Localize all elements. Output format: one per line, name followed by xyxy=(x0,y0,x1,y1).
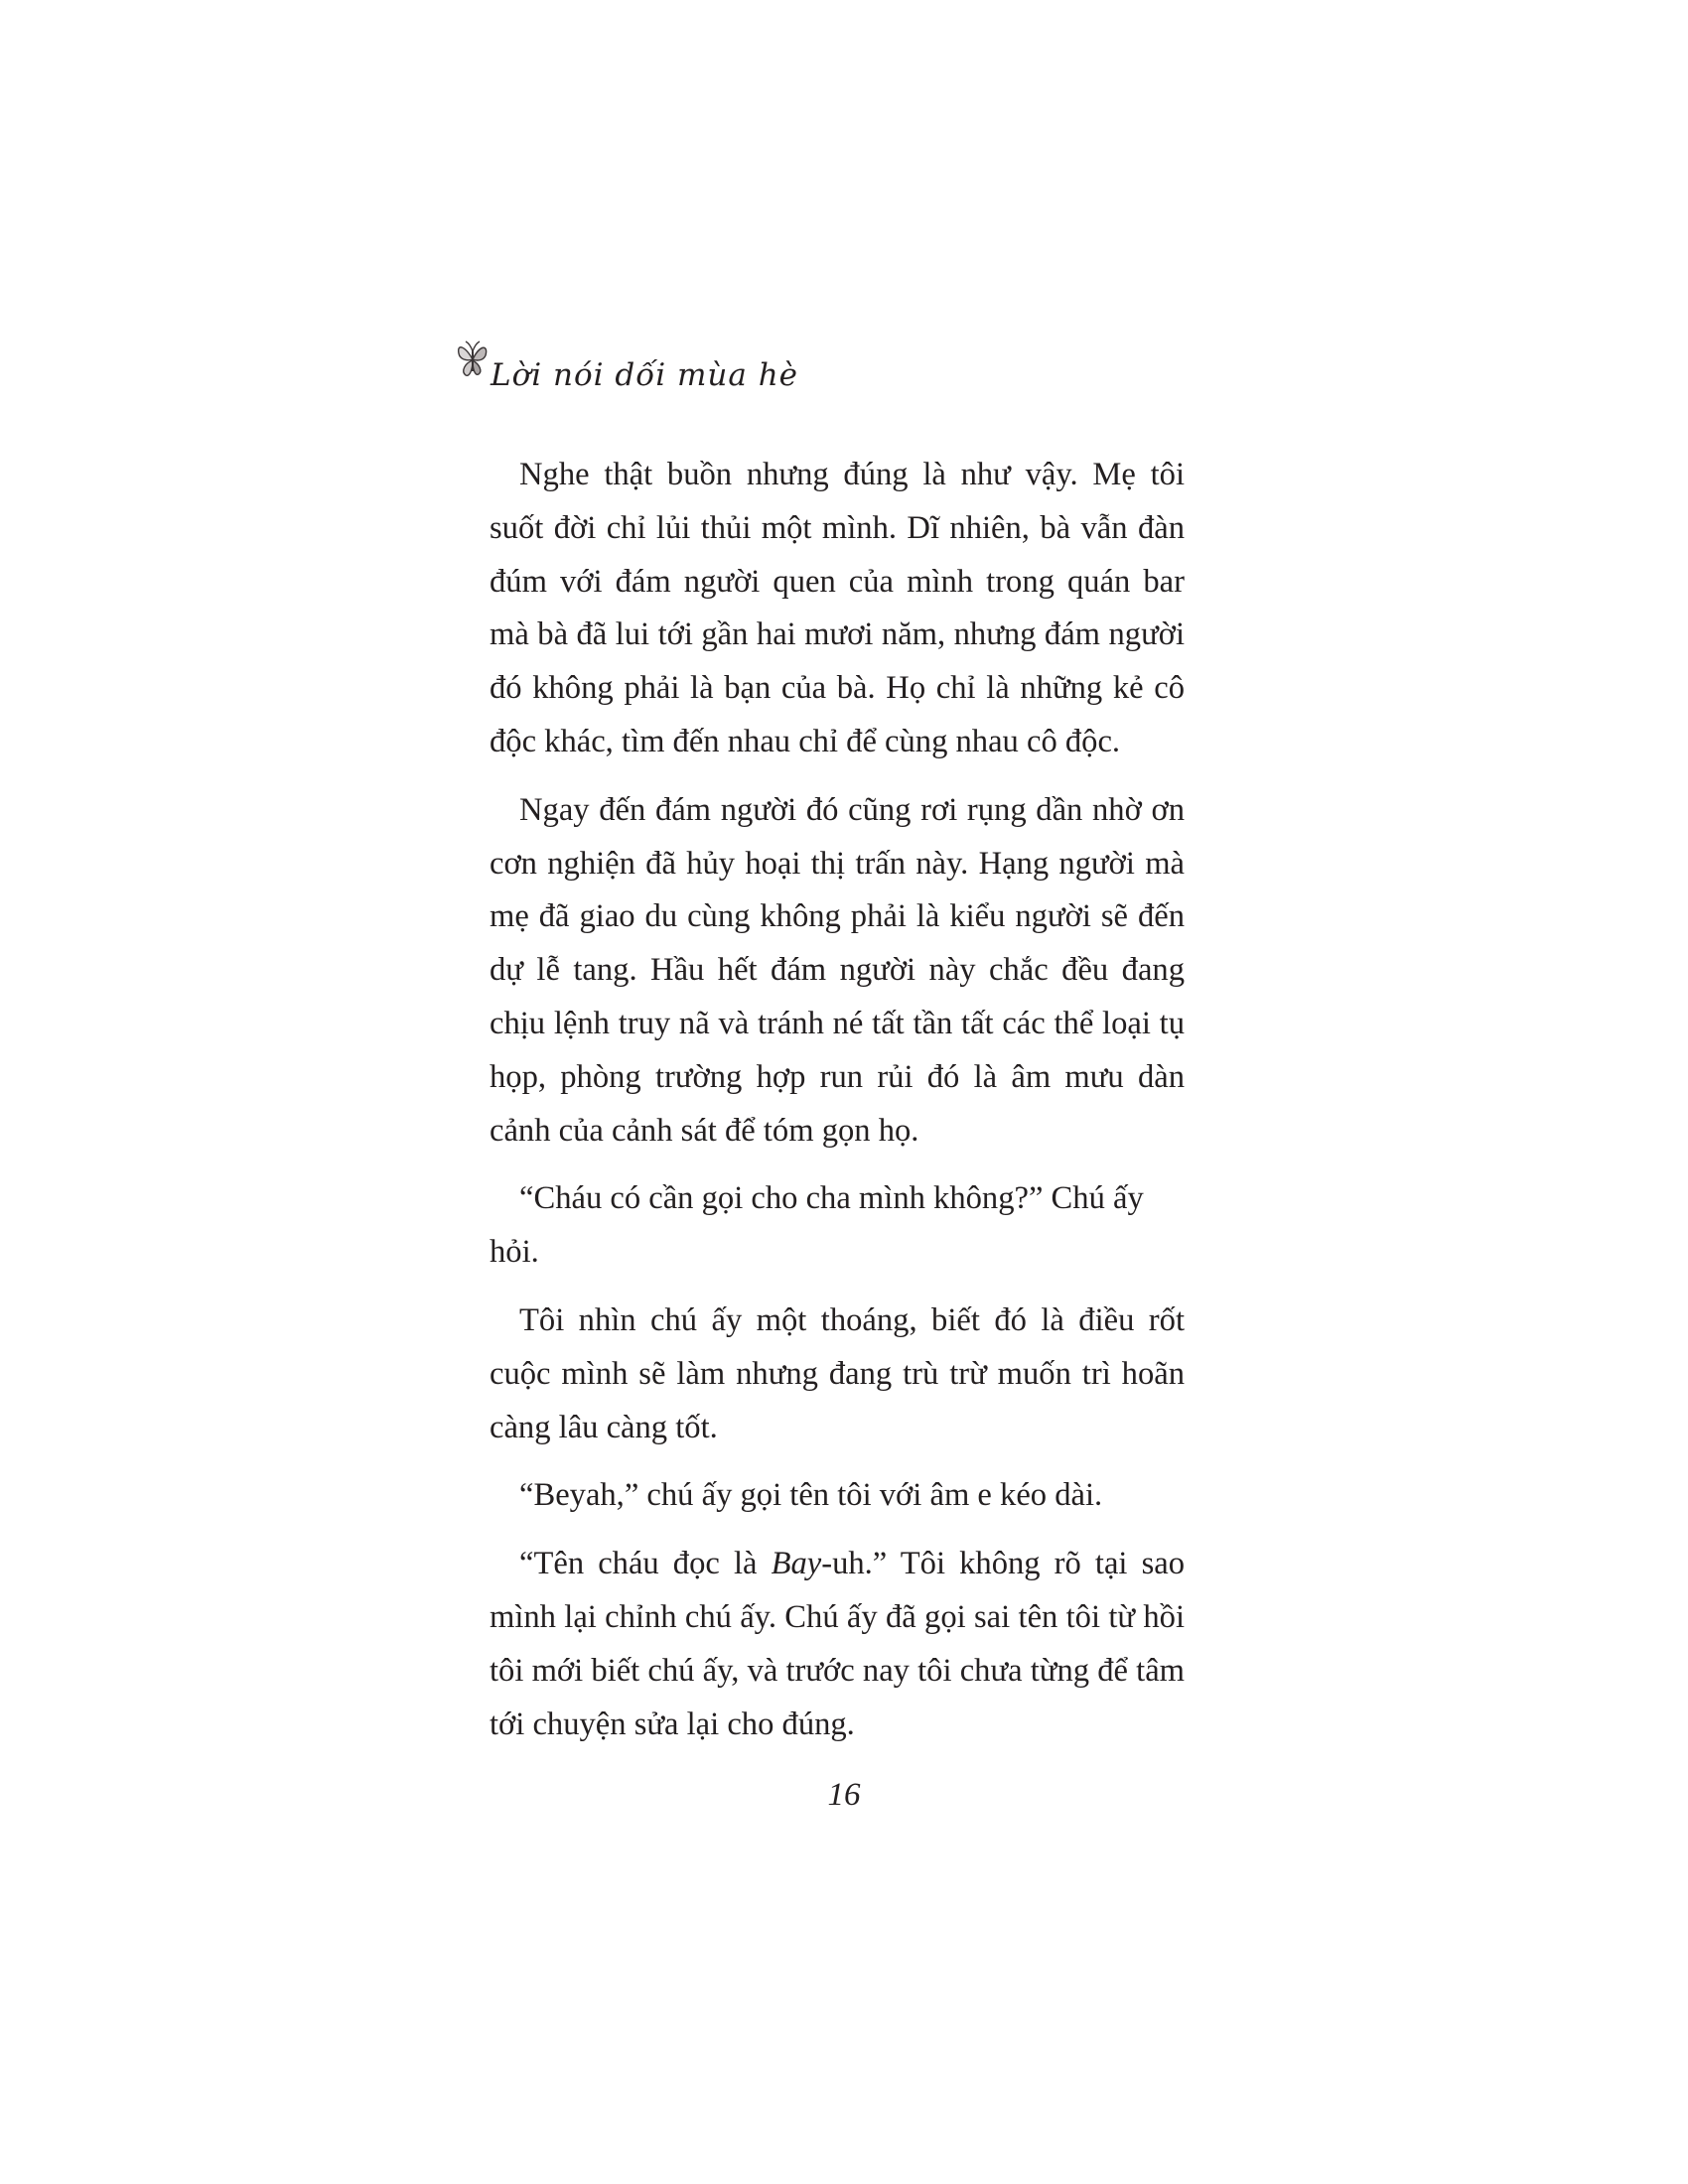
butterfly-icon xyxy=(455,338,491,383)
paragraph: “Cháu có cần gọi cho cha mình không?” Chú ấy hỏi. xyxy=(490,1180,1144,1271)
body-text xyxy=(490,449,1185,1766)
paragraph: Ngay đến đám người đó cũng rơi rụng dần nhờ ơn cơn nghiện đã hủy hoại thị trấn này. Hạng người mà mẹ đã giao du cùng không phải là kiểu người sẽ đến dự lễ tang. Hầu hết đám người này chắc đều đang chịu lệnh truy nã và tránh né tất tần tất các thể loại tụ họp, phòng trường hợp run rủi đó là âm mưu dàn cảnh của cảnh sát để tóm gọn họ. xyxy=(490,791,1185,1149)
running-title: Lời nói dối mùa hè xyxy=(491,357,799,393)
paragraph-text: -uh.” Tôi không rõ tại sao mình lại chỉnh chú ấy. Chú ấy đã gọi sai tên tôi từ hồi tôi mới biết chú ấy, và trước nay tôi chưa từng để tâm tới chuyện sửa lại cho đúng. xyxy=(490,1546,1186,1742)
paragraph: “Beyah,” chú ấy gọi tên tôi với âm e kéo dài. xyxy=(519,1477,1103,1514)
running-header xyxy=(455,338,951,417)
paragraph: Nghe thật buồn nhưng đúng là như vậy. Mẹ tôi suốt đời chỉ lủi thủi một mình. Dĩ nhiên, bà vẫn đàn đúm với đám người quen của mình trong quán bar mà bà đã lui tới gần hai mươi năm, nhưng đám người đó không phải là bạn của bà. Họ chỉ là những kẻ cô độc khác, tìm đến nhau chỉ để cùng nhau cô độc. xyxy=(490,457,1185,759)
page-number: 16 xyxy=(827,1777,861,1813)
emphasis-text: Bay xyxy=(771,1546,822,1582)
paragraph: Tôi nhìn chú ấy một thoáng, biết đó là điều rốt cuộc mình sẽ làm nhưng đang trù trừ muốn trì hoãn càng lâu càng tốt. xyxy=(490,1301,1185,1445)
paragraph xyxy=(490,1538,1185,1751)
paragraph-text: “Tên cháu đọc là xyxy=(519,1546,772,1582)
